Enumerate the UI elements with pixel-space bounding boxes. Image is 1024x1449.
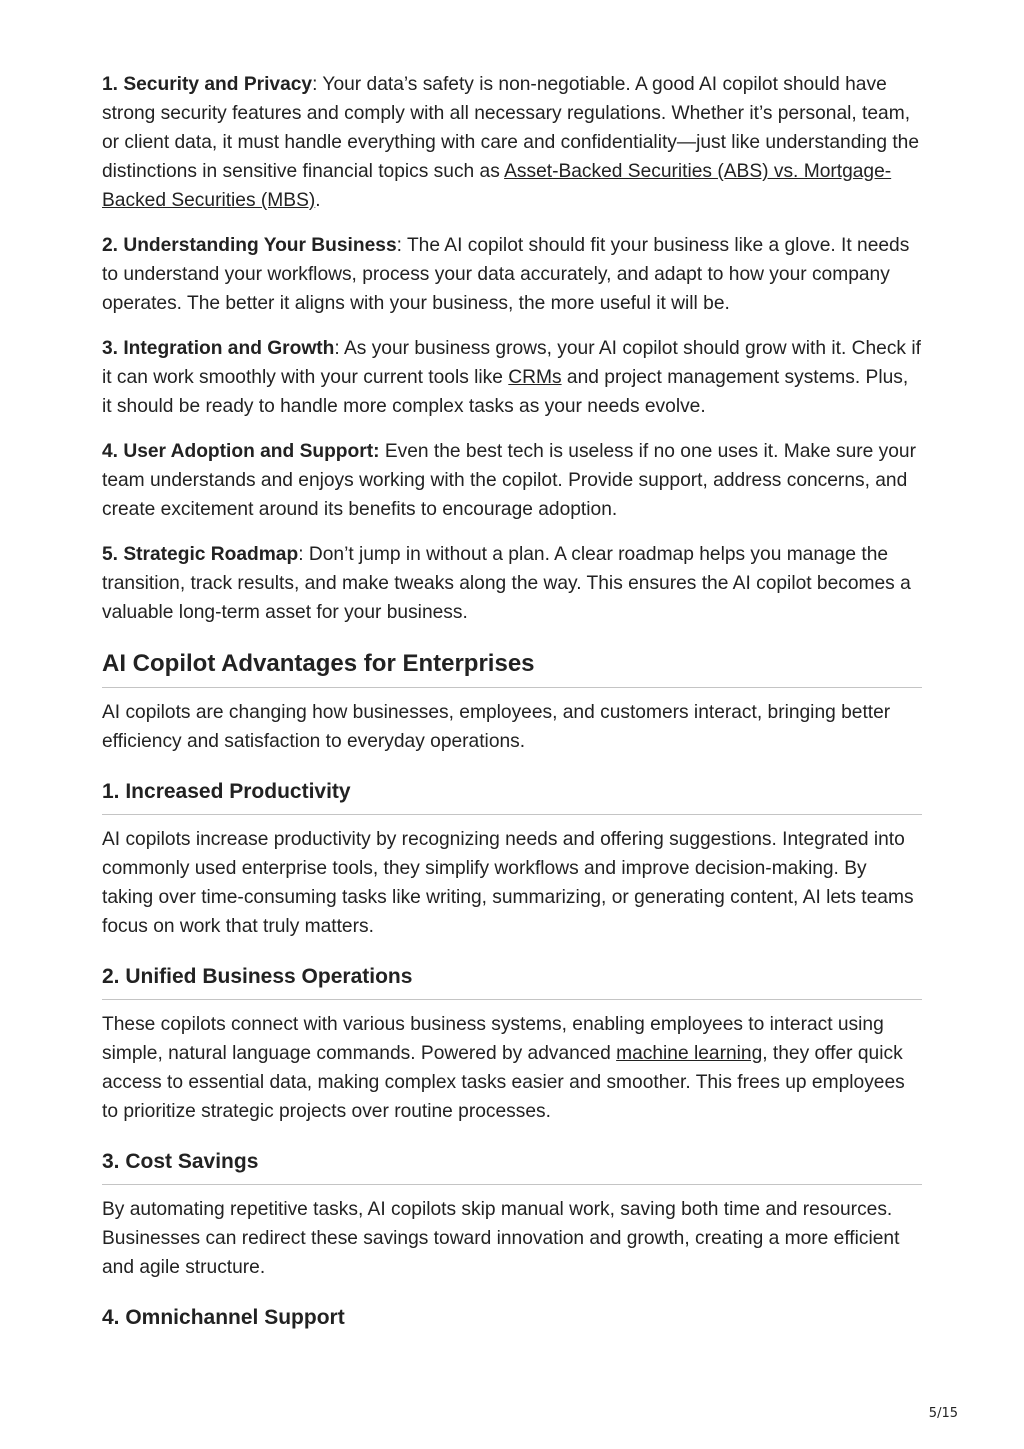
section-heading: AI Copilot Advantages for Enterprises (102, 649, 922, 688)
item-title: 4. User Adoption and Support: (102, 441, 380, 462)
document-page (102, 70, 922, 1340)
body-text: These copilots connect with various business systems, enabling employees to interact using simple, natural language commands. Powered by advanced (102, 1014, 884, 1064)
subsection-heading: 2. Unified Business Operations (102, 963, 922, 1000)
item-integration-growth (102, 334, 922, 421)
machine-learning-link[interactable]: machine learning (616, 1043, 763, 1064)
page-number: 5/15 (928, 1406, 958, 1421)
item-text: Even the best tech is useless if no one uses it. Make sure your team understands and enjoys working with the copilot. Provide support, address concerns, and create excitement around its benefits to encourage adoption. (102, 441, 916, 520)
item-text: : Don’t jump in without a plan. A clear roadmap helps you manage the transition, track results, and make tweaks along the way. This ensures the AI copilot becomes a valuable long-term asset for your business. (102, 544, 911, 623)
item-title: 5. Strategic Roadmap (102, 544, 299, 565)
crms-link[interactable]: CRMs (508, 367, 562, 388)
item-title: 1. Security and Privacy (102, 74, 313, 95)
item-user-adoption (102, 437, 922, 524)
item-title: 3. Integration and Growth (102, 338, 335, 359)
body-text: , they offer quick access to essential data, making complex tasks easier and smoother. This frees up employees to prioritize strategic projects over routine processes. (102, 1043, 905, 1122)
subsection-heading: 3. Cost Savings (102, 1148, 922, 1185)
item-text: and project management systems. Plus, it should be ready to handle more complex tasks as your needs evolve. (102, 367, 909, 417)
subsection-body: By automating repetitive tasks, AI copilots skip manual work, saving both time and resources. Businesses can redirect these savings toward innovation and growth, creating a more efficient and agile structure. (102, 1199, 900, 1278)
item-title: 2. Understanding Your Business (102, 235, 397, 256)
subsection-body: AI copilots increase productivity by recognizing needs and offering suggestions. Integrated into commonly used enterprise tools, they simplify workflows and improve decision-making. By taking over time-consuming tasks like writing, summarizing, or generating content, AI lets teams focus on work that truly matters. (102, 829, 914, 937)
item-text: : The AI copilot should fit your business like a glove. It needs to understand your workflows, process your data accurately, and adapt to how your company operates. The better it aligns with your business, the more useful it will be. (102, 235, 910, 314)
abs-vs-mbs-link[interactable]: Asset-Backed Securities (ABS) vs. Mortgage-Backed Securities (MBS) (102, 161, 892, 211)
item-security-privacy (102, 70, 922, 215)
item-text: : Your data’s safety is non-negotiable. A good AI copilot should have strong security features and comply with all necessary regulations. Whether it’s personal, team, or client data, it must handle everything with care and confidentiality—just like understanding the distinctions in sensitive financial topics such as (102, 74, 919, 182)
item-text: . (315, 190, 321, 211)
item-text: : As your business grows, your AI copilot should grow with it. Check if it can work smoothly with your current tools like (102, 338, 921, 388)
subsection-heading: 1. Increased Productivity (102, 778, 922, 815)
section-intro: AI copilots are changing how businesses, employees, and customers interact, bringing better efficiency and satisfaction to everyday operations. (102, 702, 891, 752)
subsection-heading: 4. Omnichannel Support (102, 1306, 345, 1329)
subsection-body (102, 1010, 922, 1126)
item-understanding-business (102, 231, 922, 318)
item-strategic-roadmap (102, 540, 922, 627)
